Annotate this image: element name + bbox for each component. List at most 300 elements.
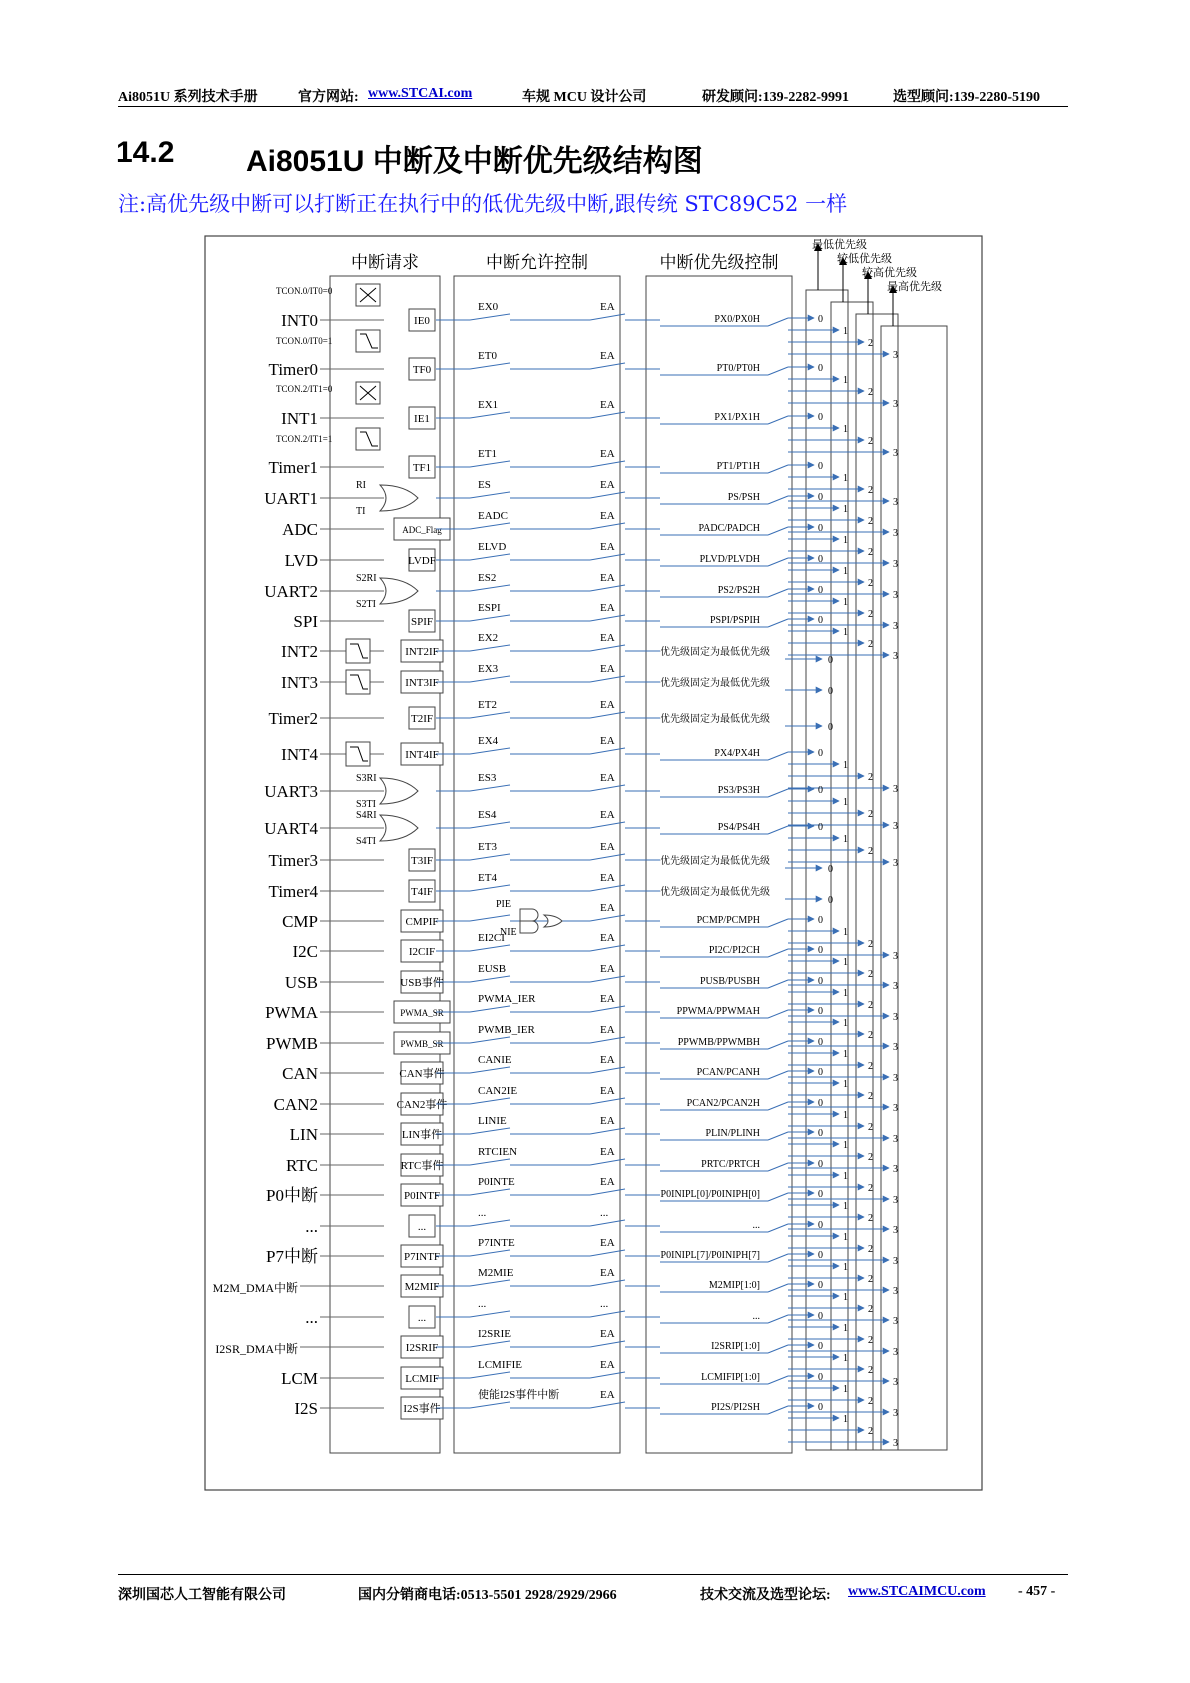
priority-selector [768,1345,788,1353]
priority-legend-label: 最低优先级 [812,239,867,251]
rd-contact: 研发顾问:139-2282-9991 [702,90,849,105]
global-enable-label: EA [600,1085,615,1097]
priority-level-num: 2 [868,1183,873,1194]
enable-bit-label: M2MIE [478,1267,514,1279]
priority-legend-label: 较高优先级 [862,267,917,279]
priority-bits-label: P0INIPL[0]/P0INIPH[0] [660,1189,760,1200]
or-input-a: S2RI [356,573,377,584]
footer-distributor: 国内分销商电话:0513-5501 2928/2929/2966 [358,1588,617,1603]
priority-bits-label: PCMP/PCMPH [696,915,760,926]
flag-label: TF0 [412,364,432,376]
priority-level-num: 2 [868,387,873,398]
priority-level-num: 0 [818,1159,823,1170]
enable-switch [470,1189,510,1195]
enable-bit-label: ET1 [478,448,497,460]
edge-detector [346,670,370,694]
int-mode-label: TCON.2/IT1=0 [276,384,333,394]
request-name: LIN [289,1125,318,1144]
flag-label: LIN事件 [401,1129,443,1141]
priority-selector [768,1010,788,1018]
priority-level-num: 2 [868,1274,873,1285]
enable-bit-label: ET4 [478,872,497,884]
priority-level-num: 0 [828,895,833,906]
priority-level-num: 1 [843,1353,848,1364]
enable-switch [470,945,510,951]
priority-bits-label: PRTC/PRTCH [701,1159,760,1170]
priority-level-num: 1 [843,375,848,386]
priority-level-num: 2 [868,547,873,558]
priority-bits-label: M2MIP[1:0] [708,1280,760,1291]
request-name: UART2 [264,582,318,601]
flag-label: I2S事件 [403,1403,441,1415]
enable-switch [470,461,510,467]
request-name: RTC [285,1156,318,1175]
priority-level-num: 1 [843,988,848,999]
priority-level-num: 3 [893,350,898,361]
priority-bits-label: PT0/PT0H [716,363,760,374]
enable-switch [470,676,510,682]
priority-level-num: 0 [818,1189,823,1200]
enable-bit-label: ES4 [478,809,497,821]
or-input-a: S3RI [356,773,377,784]
priority-level-num: 0 [818,461,823,472]
global-enable-label: EA [600,572,615,584]
enable-switch [470,1159,510,1165]
priority-level-num: 1 [843,1079,848,1090]
global-enable-label: EA [600,735,615,747]
global-enable-label: EA [600,963,615,975]
priority-level-num: 2 [868,578,873,589]
priority-level-num: 1 [843,797,848,808]
flag-label: IE1 [414,413,430,425]
enable-bit-label: EX3 [478,663,499,675]
priority-level-num: 3 [893,1164,898,1175]
priority-level-num: 1 [843,424,848,435]
enable-switch [470,412,510,418]
global-enable-label: EA [600,1115,615,1127]
global-enable-label: EA [600,399,615,411]
priority-level-num: 0 [818,412,823,423]
request-name: PWMA [265,1003,318,1022]
priority-level-num: 3 [893,1256,898,1267]
priority-selector [768,919,788,927]
priority-selector [768,1224,788,1232]
request-name: LCM [281,1369,318,1388]
priority-level-num: 2 [868,1213,873,1224]
global-enable-label: EA [600,510,615,522]
priority-level-num: 1 [843,326,848,337]
and-gate [520,909,538,921]
flag-label: PWMA_SR [400,1008,444,1018]
priority-level-num: 0 [818,1220,823,1231]
priority-level-num: 1 [843,834,848,845]
enable-bit-label: EX0 [478,301,499,313]
int-mode-label: TCON.2/IT1=1 [276,434,333,444]
enable-bit-label: P7INTE [478,1237,515,1249]
request-name: LVD [284,551,318,570]
or-input-b: S3TI [356,799,376,810]
enable-switch [470,1098,510,1104]
priority-level-num: 2 [868,1122,873,1133]
priority-level-num: 1 [843,597,848,608]
enable-bit-label: ES2 [478,572,497,584]
priority-bits-label: PS3/PS3H [717,785,760,796]
request-name: INT1 [281,409,318,428]
priority-level-num: 0 [818,1280,823,1291]
enable-bit-label: EX1 [478,399,499,411]
enable-switch [470,645,510,651]
global-enable-label: ... [600,1207,609,1219]
priority-level-num: 0 [818,1402,823,1413]
priority-level-num: 3 [893,651,898,662]
enable-bit-label: ELVD [478,541,507,553]
or-gate [380,815,418,841]
priority-level-num: 3 [893,858,898,869]
priority-level-num: 0 [818,554,823,565]
global-enable-label: EA [600,632,615,644]
priority-level-num: 1 [843,1262,848,1273]
global-enable-label: EA [600,1176,615,1188]
priority-level-num: 0 [828,864,833,875]
priority-selector [768,496,788,504]
priority-level-num: 0 [818,585,823,596]
request-name: ... [305,1217,318,1236]
flag-label: T3IF [411,855,433,867]
flag-label: RTC事件 [400,1160,444,1172]
priority-selector [768,826,788,834]
priority-bits-label: PS4/PS4H [717,822,760,833]
priority-bits-label: PCAN/PCANH [696,1067,760,1078]
priority-selector [768,367,788,375]
flag-label: P0INTF [403,1190,441,1202]
priority-selector [768,1315,788,1323]
fixed-priority-text: 优先级固定为最低优先级 [660,714,770,725]
priority-level-box [856,314,898,1450]
enable-bit-label: EX2 [478,632,499,644]
flag-label: CAN事件 [399,1068,445,1080]
priority-level-num: 1 [843,1384,848,1395]
priority-level-num: 2 [868,1426,873,1437]
enable-switch [470,554,510,560]
global-enable-label: EA [600,541,615,553]
global-enable-label: EA [600,1389,615,1401]
flag-label: LCMIF [405,1373,439,1385]
global-enable-label: EA [600,1146,615,1158]
global-enable-label: EA [600,1267,615,1279]
priority-level-num: 3 [893,1377,898,1388]
priority-level-num: 1 [843,1049,848,1060]
enable-bit-label: EADC [478,510,508,522]
enable-bit-label: EI2CI [478,932,505,944]
priority-level-num: 0 [818,748,823,759]
request-name: UART1 [264,489,318,508]
enable-bit-label: ET3 [478,841,497,853]
flag-label: ADC_Flag [402,525,442,535]
priority-selector [768,1041,788,1049]
priority-level-num: 0 [818,945,823,956]
request-name: UART3 [264,782,318,801]
priority-level-num: 2 [868,939,873,950]
priority-level-num: 2 [868,772,873,783]
global-enable-label: EA [600,1024,615,1036]
priority-bits-label: PPWMB/PPWMBH [677,1037,760,1048]
priority-level-num: 1 [843,1171,848,1182]
flag-label: USB事件 [400,977,444,989]
request-name: I2S [294,1399,318,1418]
enable-switch [470,314,510,320]
enable-bit-label: ET2 [478,699,497,711]
priority-level-num: 0 [828,686,833,697]
priority-bits-label: PX0/PX0H [714,314,760,325]
footer-forum-link[interactable]: www.STCAIMCU.com [848,1584,986,1599]
or-input-a: RI [356,480,366,491]
flag-label: INT3IF [405,677,439,689]
request-name: Timer1 [268,458,318,477]
flag-label: IE0 [414,315,430,327]
priority-selector [768,1071,788,1079]
priority-level-num: 0 [818,915,823,926]
priority-level-num: 0 [818,1006,823,1017]
priority-selector [768,416,788,424]
priority-level-num: 0 [818,314,823,325]
priority-level-num: 1 [843,760,848,771]
flag-label: CAN2事件 [396,1099,448,1111]
or-input-b: S2TI [356,599,376,610]
enable-switch [470,712,510,718]
page-footer [118,1574,1068,1604]
priority-level-num: 0 [818,492,823,503]
priority-selector [768,589,788,597]
enable-bit-label: 使能I2S事件中断 [478,1389,560,1401]
priority-level-num: 0 [818,976,823,987]
priority-level-num: 2 [868,846,873,857]
global-enable-label: EA [600,772,615,784]
enable-switch [470,363,510,369]
enable-switch [470,523,510,529]
priority-level-num: 0 [818,523,823,534]
enable-switch [470,1280,510,1286]
global-enable-label: EA [600,902,615,914]
priority-level-box [881,326,947,1450]
priority-bits-label: I2SRIP[1:0] [711,1341,760,1352]
global-enable-label: EA [600,841,615,853]
enable-bit-label: LINIE [478,1115,507,1127]
flag-label: T4IF [411,886,433,898]
enable-bit-label: P0INTE [478,1176,515,1188]
global-enable-label: EA [600,301,615,313]
cmp-gate-label: PIE [496,899,511,910]
priority-selector [768,318,788,326]
enable-bit-label: ESPI [478,602,501,614]
sales-contact: 选型顾问:139-2280-5190 [893,90,1040,105]
priority-level-num: 2 [868,1091,873,1102]
footer-company: 深圳国芯人工智能有限公司 [118,1588,286,1603]
priority-level-num: 0 [818,1067,823,1078]
priority-level-num: 2 [868,1365,873,1376]
enable-bit-label: ... [478,1207,487,1219]
priority-level-num: 1 [843,473,848,484]
priority-level-num: 2 [868,1304,873,1315]
priority-bits-label: PPWMA/PPWMAH [676,1006,760,1017]
global-enable-label: EA [600,993,615,1005]
enable-switch [470,915,510,921]
column-title-request: 中断请求 [351,253,419,272]
request-name: Timer3 [268,851,318,870]
enable-bit-label: CANIE [478,1054,512,1066]
priority-level-num: 0 [818,1341,823,1352]
request-name: I2SR_DMA中断 [215,1342,298,1356]
priority-level-box [806,290,848,1450]
diagram-frame [205,236,982,1490]
priority-legend-label: 最高优先级 [887,281,942,293]
request-name: INT2 [281,642,318,661]
edge-detector [346,639,370,663]
global-enable-label: EA [600,663,615,675]
priority-level-num: 2 [868,1335,873,1346]
column-title-priority: 中断优先级控制 [659,253,779,272]
priority-level-num: 3 [893,1134,898,1145]
priority-level-num: 2 [868,1030,873,1041]
global-enable-label: EA [600,602,615,614]
priority-level-num: 0 [818,1098,823,1109]
priority-level-num: 1 [843,1414,848,1425]
priority-level-num: 1 [843,504,848,515]
priority-level-num: 1 [843,1323,848,1334]
priority-bits-label: PT1/PT1H [716,461,760,472]
priority-level-num: 0 [818,1250,823,1261]
priority-bits-label: PI2C/PI2CH [708,945,760,956]
priority-level-num: 1 [843,1292,848,1303]
priority-level-num: 3 [893,528,898,539]
priority-selector [768,527,788,535]
flag-label: TF1 [412,462,432,474]
enable-bit-label: CAN2IE [478,1085,518,1097]
priority-selector [768,1376,788,1384]
global-enable-label: EA [600,1054,615,1066]
priority-selector [768,1284,788,1292]
website-link[interactable]: www.STCAI.com [368,86,473,101]
request-name: INT3 [281,673,318,692]
priority-selector [768,1132,788,1140]
fixed-priority-text: 优先级固定为最低优先级 [660,856,770,867]
priority-level-num: 1 [843,1110,848,1121]
global-enable-label: EA [600,1328,615,1340]
priority-bits-label: P0INIPL[7]/P0INIPH[7] [660,1250,760,1261]
footer-forum-label: 技术交流及选型论坛: [700,1588,831,1603]
priority-level-num: 3 [893,621,898,632]
column-title-enable: 中断允许控制 [486,253,588,272]
enable-switch [470,1372,510,1378]
priority-level-num: 3 [893,1408,898,1419]
cmp-gate-label: NIE [500,927,517,938]
enable-bit-label: EUSB [478,963,507,975]
enable-switch [470,1311,510,1317]
priority-level-num: 2 [868,609,873,620]
priority-selector [768,1406,788,1414]
priority-level-num: 0 [818,1372,823,1383]
enable-bit-label: ES3 [478,772,497,784]
priority-bits-label: PLVD/PLVDH [699,554,760,565]
request-name: ... [305,1308,318,1327]
or-gate [380,578,418,604]
priority-bits-label: PS/PSH [727,492,760,503]
priority-bits-label: PLIN/PLINH [705,1128,760,1139]
priority-selector [768,980,788,988]
flag-label: T2IF [411,713,433,725]
priority-level-num: 3 [893,1316,898,1327]
global-enable-label: EA [600,479,615,491]
request-name: P7中断 [266,1247,318,1266]
fixed-priority-text: 优先级固定为最低优先级 [660,678,770,689]
priority-level-num: 1 [843,927,848,938]
manual-title: Ai8051U 系列技术手册 [118,90,258,105]
enable-switch [470,1128,510,1134]
priority-level-num: 0 [818,785,823,796]
priority-level-num: 3 [893,590,898,601]
priority-bits-label: PADC/PADCH [698,523,760,534]
flag-label: INT4IF [405,749,439,761]
priority-level-num: 3 [893,784,898,795]
enable-bit-label: RTCIEN [478,1146,518,1158]
flag-label: INT2IF [405,646,439,658]
priority-level-num: 0 [828,655,833,666]
page-number: - 457 - [1018,1584,1056,1599]
section-number: 14.2 [116,136,175,169]
or-input-b: TI [356,506,366,517]
priority-selector [768,1254,788,1262]
enable-switch [470,885,510,891]
enable-switch [470,492,510,498]
priority-level-num: 1 [843,1018,848,1029]
priority-level-num: 3 [893,1225,898,1236]
priority-level-num: 0 [818,822,823,833]
global-enable-label: ... [600,1298,609,1310]
priority-selector [768,465,788,473]
enable-bit-label: PWMA_IER [478,993,536,1005]
priority-level-num: 3 [893,1286,898,1297]
priority-selector [768,1163,788,1171]
priority-level-num: 2 [868,516,873,527]
enable-switch [470,1006,510,1012]
priority-bits-label: ... [752,1220,760,1231]
request-name: Timer0 [268,360,318,379]
enable-switch [470,1402,510,1408]
request-name: I2C [292,942,318,961]
or-gate [380,485,418,511]
request-name: Timer4 [268,882,318,901]
flag-label: P7INTF [403,1251,441,1263]
int-mode-label: TCON.0/IT0=1 [276,336,333,346]
edge-detector [356,330,380,352]
enable-bit-label: PWMB_IER [478,1024,535,1036]
priority-level-num: 2 [868,969,873,980]
priority-level-num: 2 [868,1396,873,1407]
request-name: SPI [293,612,318,631]
priority-bits-label: LCMIFIP[1:0] [701,1372,760,1383]
global-enable-label: EA [600,872,615,884]
request-name: UART4 [264,819,318,838]
priority-level-num: 3 [893,448,898,459]
enable-switch [470,1037,510,1043]
enable-switch [470,854,510,860]
request-name: CAN2 [273,1095,318,1114]
priority-level-num: 3 [893,559,898,570]
flag-label: PWMB_SR [400,1039,444,1049]
flag-label: I2CIF [408,946,436,958]
priority-bits-label: PX1/PX1H [714,412,760,423]
enable-switch [470,976,510,982]
enable-switch [470,822,510,828]
